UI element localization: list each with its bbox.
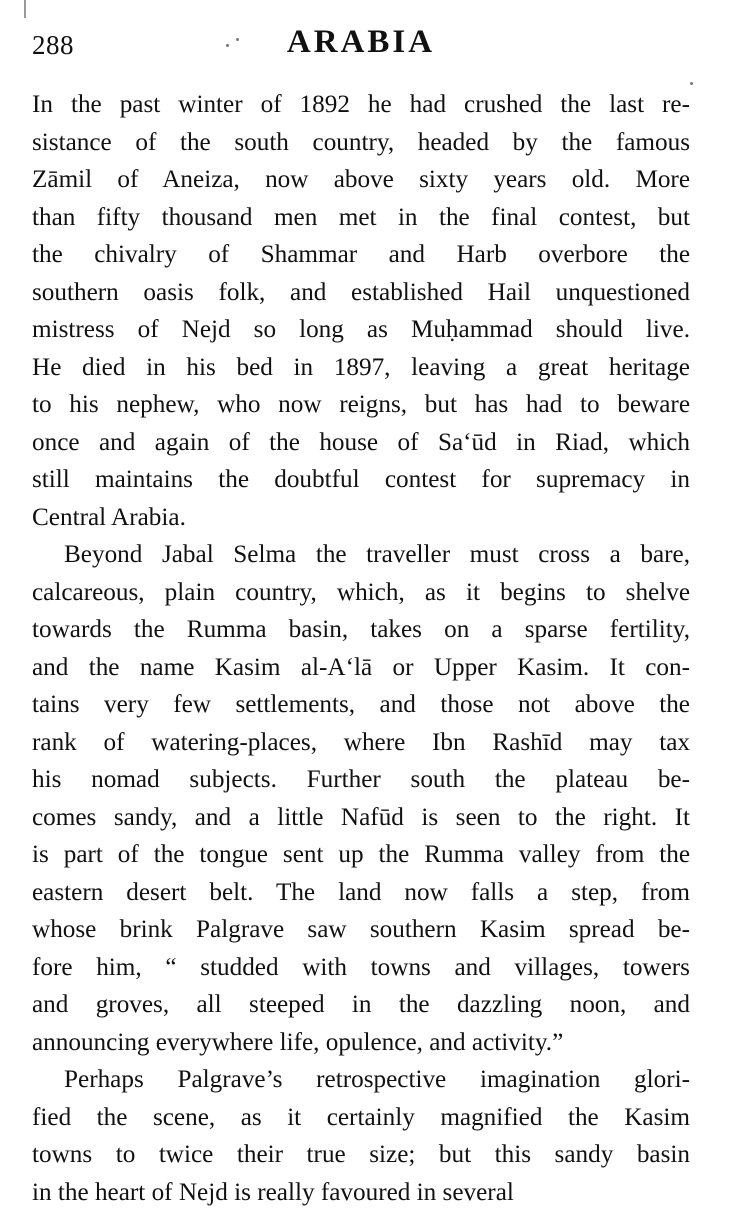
text-line: than fifty thousand men met in the final contest, but bbox=[32, 199, 690, 237]
text-line: southern oasis folk, and established Hail unquestioned bbox=[32, 274, 690, 312]
text-line: once and again of the house of Sa‘ūd in Riad, which bbox=[32, 424, 690, 462]
text-line: still maintains the doubtful contest for supremacy in bbox=[32, 461, 690, 499]
text-line: comes sandy, and a little Nafūd is seen to the right. It bbox=[32, 799, 690, 837]
text-line: He died in his bed in 1897, leaving a great heritage bbox=[32, 349, 690, 387]
body-text bbox=[32, 86, 690, 1211]
paragraph-first-line: Perhaps Palgrave’s retrospective imagination glori- bbox=[32, 1061, 690, 1099]
text-line: rank of watering-places, where Ibn Rashīd may tax bbox=[32, 724, 690, 762]
text-line: eastern desert belt. The land now falls a step, from bbox=[32, 874, 690, 912]
text-line: tains very few settlements, and those not above the bbox=[32, 686, 690, 724]
scan-gutter-mark bbox=[24, 0, 26, 18]
text-line: towns to twice their true size; but this sandy basin bbox=[32, 1136, 690, 1174]
text-line: is part of the tongue sent up the Rumma valley from the bbox=[32, 836, 690, 874]
page-number: 288 bbox=[32, 30, 74, 61]
paragraph-first-line: In the past winter of 1892 he had crushed the last re- bbox=[32, 86, 690, 124]
text-line: sistance of the south country, headed by the famous bbox=[32, 124, 690, 162]
text-line: mistress of Nejd so long as Muḥammad should live. bbox=[32, 311, 690, 349]
text-line: towards the Rumma basin, takes on a sparse fertility, bbox=[32, 611, 690, 649]
text-line: whose brink Palgrave saw southern Kasim spread be- bbox=[32, 911, 690, 949]
text-line: and groves, all steeped in the dazzling noon, and bbox=[32, 986, 690, 1024]
text-line: calcareous, plain country, which, as it begins to shelve bbox=[32, 574, 690, 612]
text-line: his nomad subjects. Further south the plateau be- bbox=[32, 761, 690, 799]
text-line: fied the scene, as it certainly magnified the Kasim bbox=[32, 1099, 690, 1137]
running-head: ARABIA bbox=[32, 24, 690, 61]
text-line: announcing everywhere life, opulence, and activity.” bbox=[32, 1024, 690, 1062]
text-line: the chivalry of Shammar and Harb overbore the bbox=[32, 236, 690, 274]
text-line: and the name Kasim al-A‘lā or Upper Kasim. It con- bbox=[32, 649, 690, 687]
text-line: fore him, “ studded with towns and villages, towers bbox=[32, 949, 690, 987]
text-line: Zāmil of Aneiza, now above sixty years old. More bbox=[32, 161, 690, 199]
text-line: in the heart of Nejd is really favoured in several bbox=[32, 1174, 690, 1211]
scan-speck bbox=[690, 82, 693, 85]
text-line: Central Arabia. bbox=[32, 499, 690, 537]
paragraph-first-line: Beyond Jabal Selma the traveller must cross a bare, bbox=[32, 536, 690, 574]
page-header bbox=[32, 24, 690, 70]
text-line: to his nephew, who now reigns, but has had to beware bbox=[32, 386, 690, 424]
